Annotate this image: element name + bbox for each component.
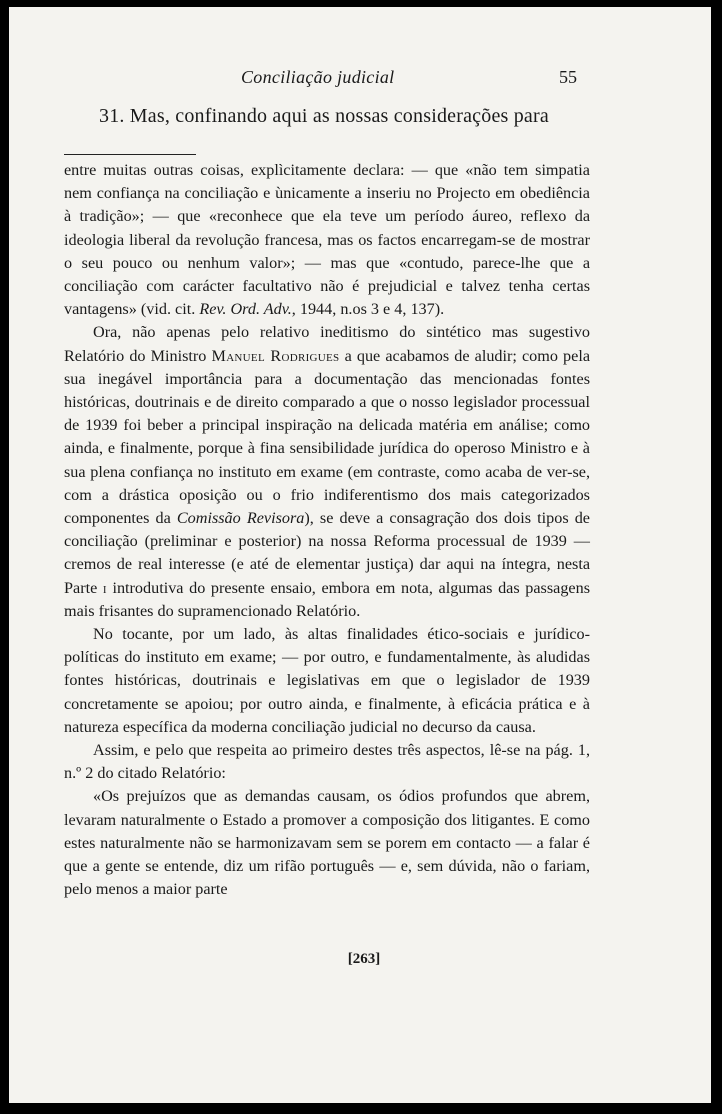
footnote-paragraph-3: No tocante, por um lado, às altas finalidades ético-sociais e jurídico-políticas do instituto em exame; — por outro, e fundamentalmente, às aludidas fontes históricas, doutrinais e legislativas em que o legislador de 1939 concretamente se apoiou; por outro ainda, e finalmente, à eficácia prática e à natureza específica da moderna conciliação judicial no decurso da causa.	[64, 625, 590, 736]
commission-name: Comissão Revisora	[176, 509, 305, 528]
journal-title: Rev. Ord. Adv.	[199, 300, 292, 319]
page-reference: [263]	[347, 951, 381, 967]
running-title: Conciliação judicial	[241, 67, 395, 87]
part-numeral: i	[102, 578, 107, 597]
footnote-paragraph-5: «Os prejuízos que as demandas causam, os ódios profundos que abrem, levaram naturalmente o Estado a promover a composição dos litigantes. E como estes naturalmente não se harmonizavam sem se porem em contacto — a falar é que a gente se entende, diz um rifão português — e, sem dúvida, não o fariam, pelo menos a maior parte	[64, 787, 590, 899]
page-number: 55	[559, 67, 577, 87]
main-text-line: 31. Mas, confinando aqui as nossas considerações para	[99, 105, 549, 127]
footnote-separator	[64, 154, 196, 155]
document-page	[9, 7, 711, 1103]
footnote-body	[64, 159, 590, 902]
footnote-paragraph-2: Ora, não apenas pelo relativo ineditismo do sintético mas sugestivo Relatório do Ministro Manuel Rodrigues a que acabamos de aludir; como pela sua inegável importância para a documentação das mencionadas fontes históricas, doutrinais e de direito comparado a que o nosso legislador processual de 1939 foi beber a principal inspiração na delicada matéria em análise; como ainda, e finalmente, porque à fina sensibilidade jurídica do operoso Ministro e à sua plena confiança no instituto em exame (em contraste, como acaba de ver-se, com a drástica oposição ou o frio indiferentismo dos mais categorizados componentes da Comissão Revisora), se deve a consagração dos dois tipos de conciliação (preliminar e posterior) na nossa Reforma processual de 1939 — cremos de real interesse (e até de elementar justiça) dar aqui na íntegra, nesta Parte i introdutiva do presente ensaio, embora em nota, algumas das passagens mais frisantes do supramencionado Relatório.	[64, 323, 591, 620]
footnote-paragraph-4: Assim, e pelo que respeita ao primeiro destes três aspectos, lê-se na pág. 1, n.º 2 do citado Relatório:	[64, 741, 590, 783]
footnote-paragraph-1: entre muitas outras coisas, explìcitamente declara: — que «não tem simpatia nem confiança na conciliação e ùnicamente a inseriu no Projecto em obediência à tradição»; — que «reconhece que ela teve um período áureo, reflexo da ideologia liberal da revolução francesa, mas os factos encarregam-se de mostrar o seu pouco ou nenhum valor»; — mas que «contudo, parece-lhe que a conciliação com carácter facultativo não é prejudicial e talvez tenha certas vantagens» (vid. cit. Rev. Ord. Adv., 1944, n.os 3 e 4, 137).	[64, 161, 590, 319]
page-header	[9, 67, 711, 95]
minister-name: Manuel Rodrigues	[211, 346, 340, 365]
